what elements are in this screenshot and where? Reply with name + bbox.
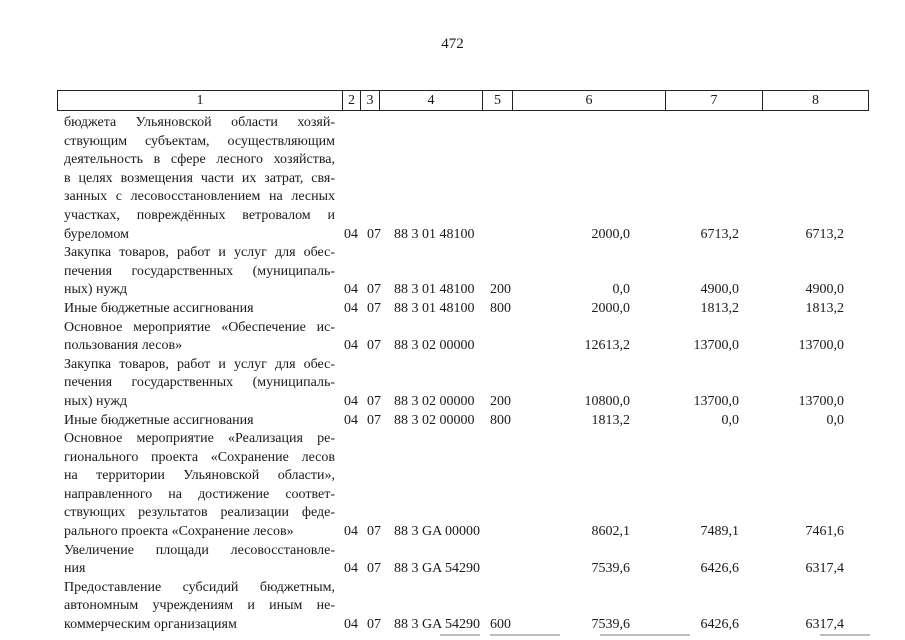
target-article-code: 88 3 01 48100: [394, 300, 475, 316]
description-line: Закупка товаров, работ и услуг для обес-: [64, 245, 335, 261]
target-article-code: 88 3 02 00000: [394, 393, 475, 409]
section-code: 04: [344, 412, 358, 428]
description-line: занных с лесовосстановлением на лесных: [64, 189, 335, 205]
amount-column-8: 6317,4: [805, 561, 844, 577]
column-header-5: 5: [483, 91, 513, 111]
section-code: 04: [344, 617, 358, 633]
amount-column-7: 4900,0: [700, 282, 739, 298]
amount-column-7: 7489,1: [700, 524, 739, 540]
description-line: рального проекта «Сохранение лесов»: [64, 524, 294, 540]
row-description: [64, 579, 335, 635]
row-description: [64, 430, 335, 542]
amount-column-6: 8602,1: [591, 524, 630, 540]
target-article-code: 88 3 GA 54290: [394, 561, 480, 577]
description-line: Предоставление субсидий бюджетным,: [64, 579, 335, 595]
description-line: ствующих результатов реализации феде-: [64, 505, 335, 521]
subsection-code: 07: [367, 282, 381, 298]
description-line: автономным учреждениям и иным не-: [64, 598, 335, 614]
subsection-code: 07: [367, 617, 381, 633]
description-line: бюджета Ульяновской области хозяй-: [64, 115, 335, 130]
expense-type-code: 800: [490, 300, 511, 316]
expense-type-code: 200: [490, 282, 511, 298]
amount-column-6: 0,0: [612, 282, 630, 298]
description-line: в целях возмещения части их затрат, свя-: [64, 170, 335, 186]
section-code: 04: [344, 226, 358, 242]
amount-column-6: 2000,0: [591, 226, 630, 242]
amount-column-6: 7539,6: [591, 561, 630, 577]
amount-column-8: 1813,2: [805, 300, 844, 316]
page-number: 472: [441, 36, 464, 52]
amount-column-8: 13700,0: [798, 338, 844, 354]
amount-column-6: 10800,0: [584, 393, 630, 409]
expense-type-code: 200: [490, 393, 511, 409]
expense-type-code: 800: [490, 412, 511, 428]
column-header-row: [58, 91, 869, 111]
description-line: Иные бюджетные ассигнования: [64, 300, 254, 316]
row-description: [64, 244, 335, 300]
scan-artifact: [490, 634, 560, 636]
column-header-8: 8: [763, 91, 869, 111]
column-header-2: 2: [343, 91, 361, 111]
scan-artifact: [820, 634, 870, 636]
amount-column-7: 6713,2: [700, 226, 739, 242]
description-line: гионального проекта «Сохранение лесов: [64, 449, 335, 465]
table-row: [0, 319, 905, 356]
amount-column-8: 13700,0: [798, 393, 844, 409]
subsection-code: 07: [367, 338, 381, 354]
target-article-code: 88 3 GA 00000: [394, 524, 480, 540]
description-line: ния: [64, 561, 86, 577]
description-line: направленного на достижение соответ-: [64, 486, 335, 502]
description-line: ных) нужд: [64, 393, 128, 409]
section-code: 04: [344, 338, 358, 354]
description-line: Увеличение площади лесовосстановле-: [64, 542, 335, 558]
subsection-code: 07: [367, 412, 381, 428]
amount-column-6: 12613,2: [584, 338, 630, 354]
column-header-table: [57, 90, 869, 111]
scan-artifact: [600, 634, 690, 636]
row-description: [64, 319, 335, 356]
amount-column-6: 2000,0: [591, 300, 630, 316]
scan-artifact: [440, 634, 480, 636]
description-line: коммерческим организациям: [64, 617, 237, 633]
description-line: деятельность в сфере лесного хозяйства,: [64, 152, 335, 168]
subsection-code: 07: [367, 393, 381, 409]
target-article-code: 88 3 02 00000: [394, 412, 475, 428]
table-row: [0, 579, 905, 635]
description-line: пользования лесов»: [64, 338, 183, 354]
column-header-3: 3: [361, 91, 380, 111]
table-row: [0, 244, 905, 300]
amount-column-6: 7539,6: [591, 617, 630, 633]
table-row: [0, 430, 905, 542]
row-description: [64, 542, 335, 579]
table-row: [0, 412, 905, 431]
table-row: [0, 356, 905, 412]
description-line: участках, повреждённых ветровалом и: [64, 207, 335, 223]
target-article-code: 88 3 01 48100: [394, 226, 475, 242]
row-description: [64, 412, 335, 431]
row-description: [64, 300, 335, 319]
amount-column-6: 1813,2: [591, 412, 630, 428]
amount-column-8: 6317,4: [805, 617, 844, 633]
amount-column-8: 6713,2: [805, 226, 844, 242]
row-description: [64, 114, 335, 244]
column-header-7: 7: [666, 91, 763, 111]
section-code: 04: [344, 300, 358, 316]
target-article-code: 88 3 02 00000: [394, 338, 475, 354]
description-line: печения государственных (муниципаль-: [64, 375, 335, 391]
target-article-code: 88 3 GA 54290: [394, 617, 480, 633]
description-line: Закупка товаров, работ и услуг для обес-: [64, 356, 335, 372]
description-line: на территории Ульяновской области»,: [64, 468, 335, 484]
description-line: ных) нужд: [64, 282, 128, 298]
section-code: 04: [344, 561, 358, 577]
amount-column-8: 0,0: [826, 412, 844, 428]
amount-column-7: 0,0: [721, 412, 739, 428]
description-line: ствующим субъектам, осуществляющим: [64, 133, 335, 149]
description-line: Иные бюджетные ассигнования: [64, 412, 254, 428]
amount-column-7: 6426,6: [700, 561, 739, 577]
section-code: 04: [344, 524, 358, 540]
budget-table-body: [0, 114, 905, 635]
amount-column-8: 7461,6: [805, 524, 844, 540]
subsection-code: 07: [367, 524, 381, 540]
table-row: [0, 114, 905, 244]
description-line: буреломом: [64, 226, 129, 242]
section-code: 04: [344, 393, 358, 409]
target-article-code: 88 3 01 48100: [394, 282, 475, 298]
amount-column-8: 4900,0: [805, 282, 844, 298]
subsection-code: 07: [367, 561, 381, 577]
amount-column-7: 13700,0: [693, 393, 739, 409]
column-header-6: 6: [513, 91, 666, 111]
row-description: [64, 356, 335, 412]
table-row: [0, 300, 905, 319]
section-code: 04: [344, 282, 358, 298]
column-header-4: 4: [380, 91, 483, 111]
amount-column-7: 1813,2: [700, 300, 739, 316]
amount-column-7: 6426,6: [700, 617, 739, 633]
table-row: [0, 542, 905, 579]
column-header-1: 1: [58, 91, 343, 111]
expense-type-code: 600: [490, 617, 511, 633]
description-line: печения государственных (муниципаль-: [64, 263, 335, 279]
subsection-code: 07: [367, 226, 381, 242]
description-line: Основное мероприятие «Реализация ре-: [64, 431, 335, 447]
subsection-code: 07: [367, 300, 381, 316]
description-line: Основное мероприятие «Обеспечение ис-: [64, 319, 335, 335]
amount-column-7: 13700,0: [693, 338, 739, 354]
